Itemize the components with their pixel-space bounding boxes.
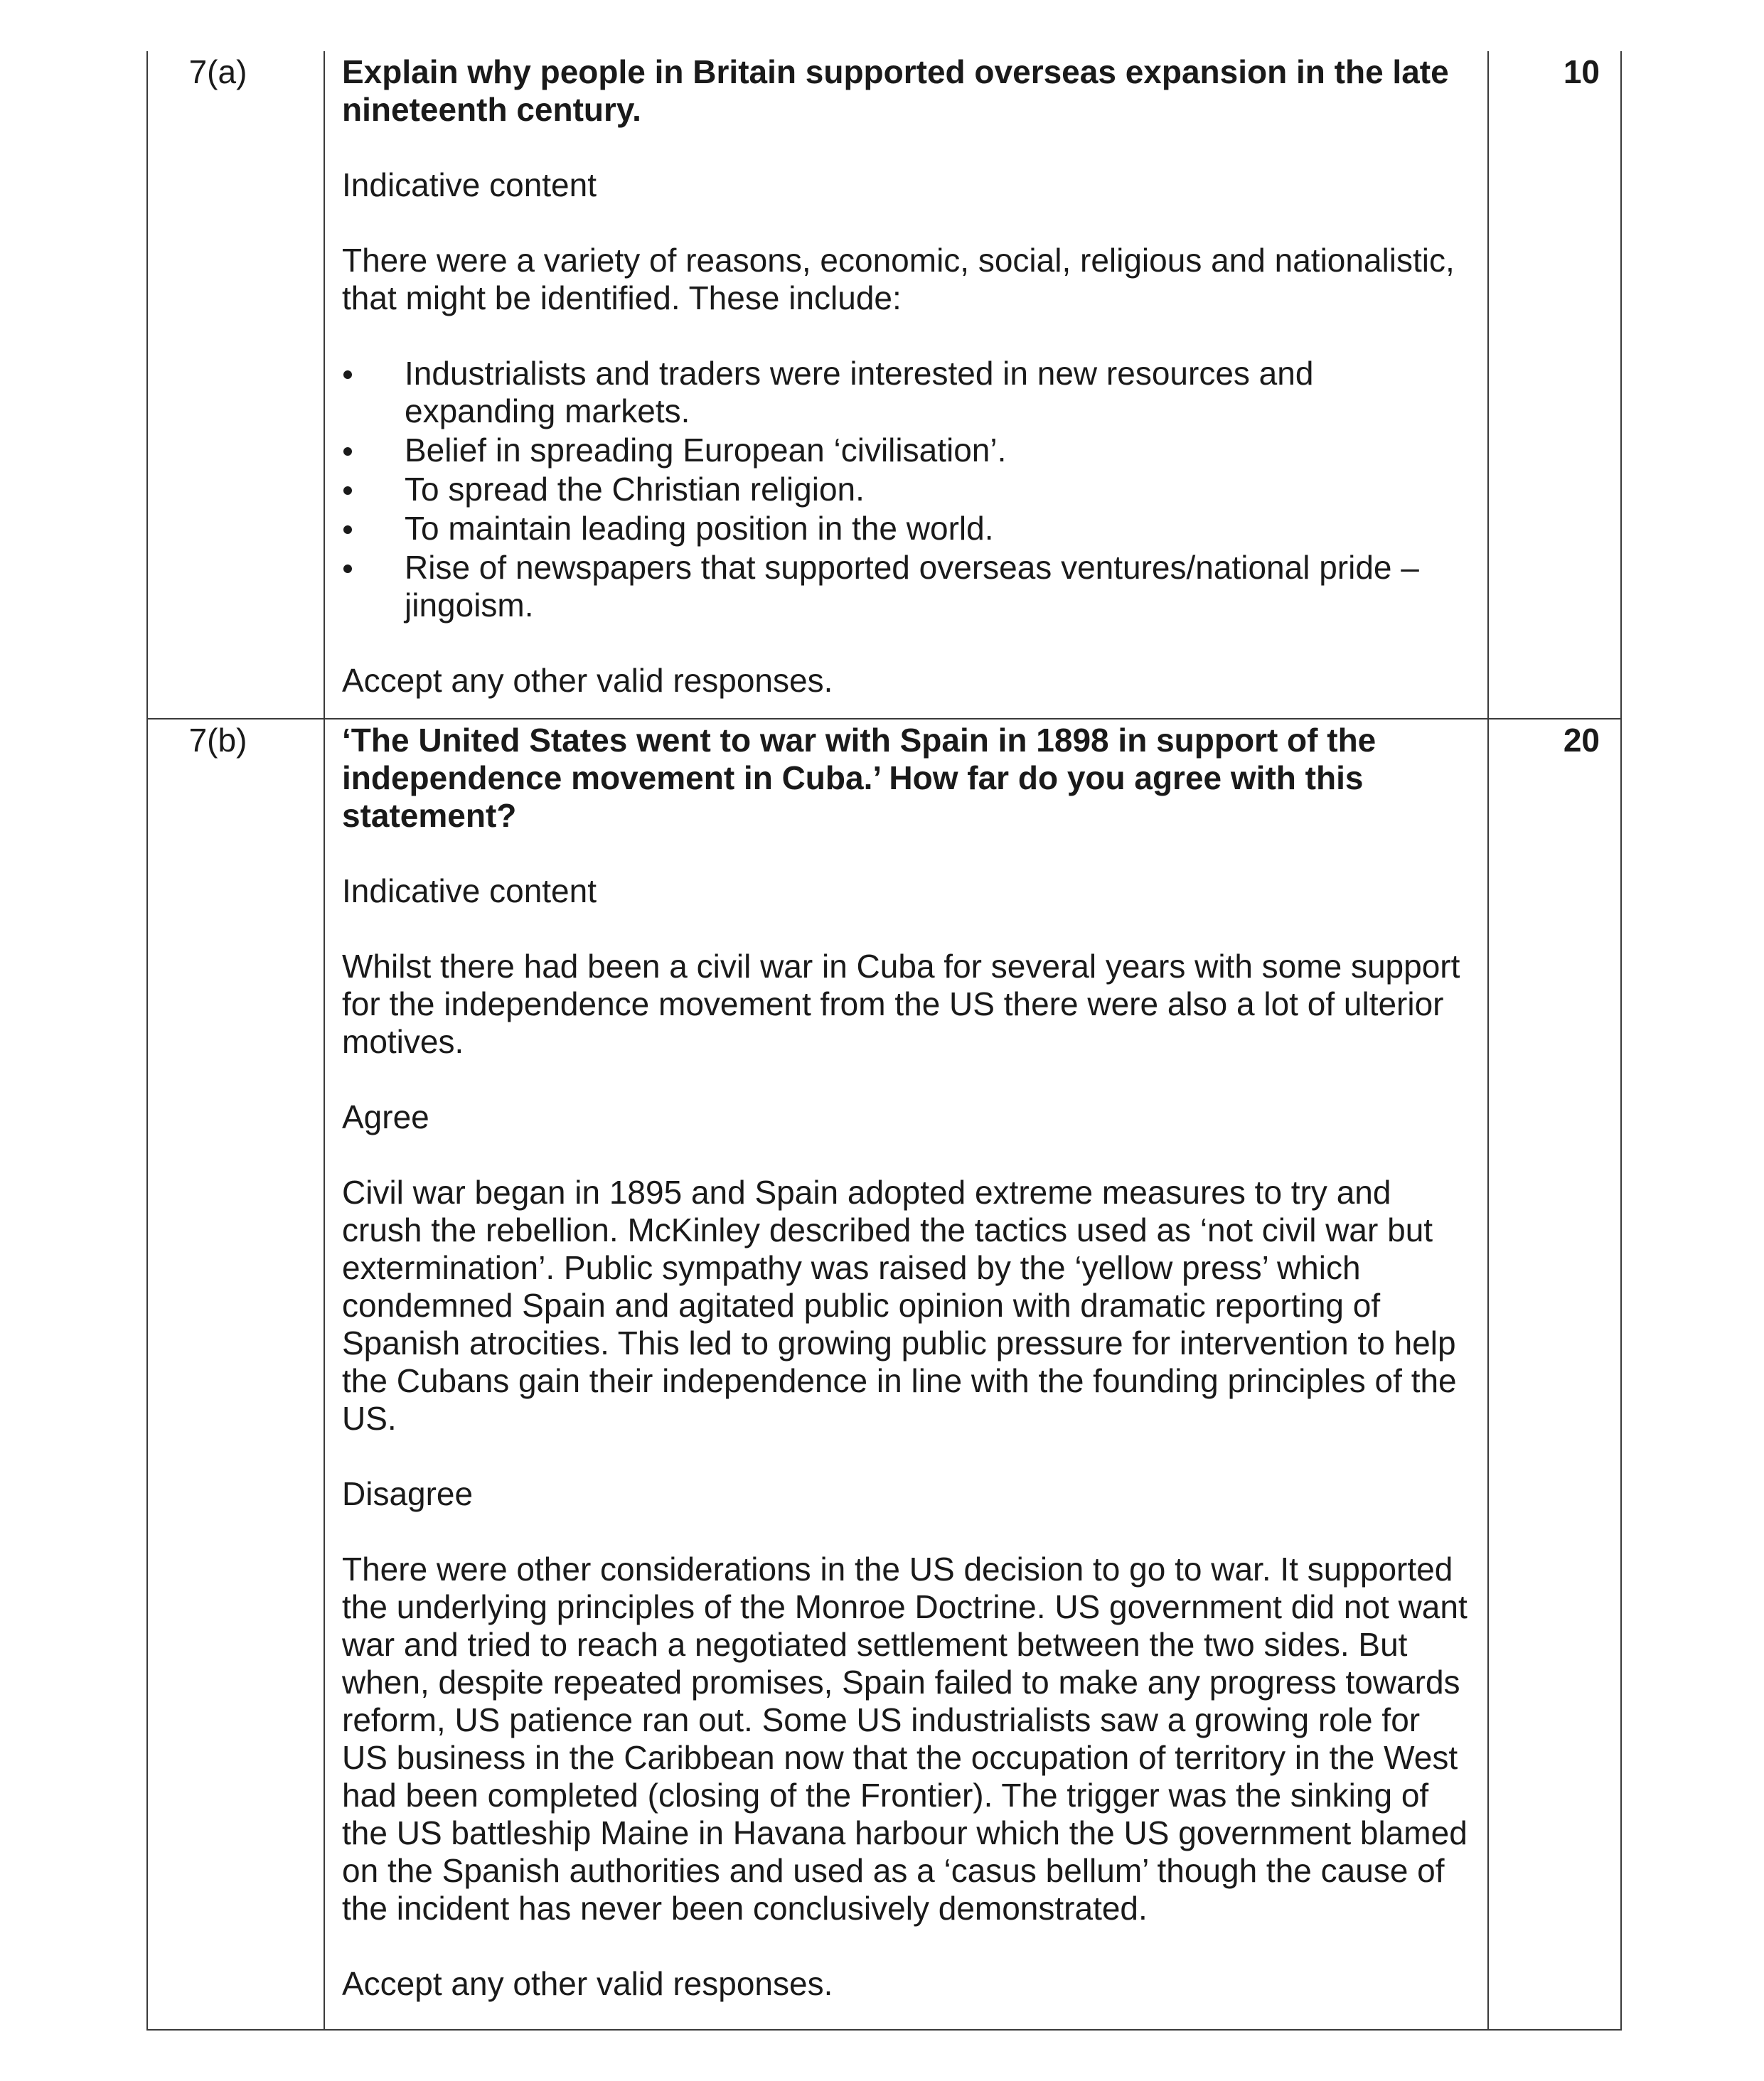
intro-paragraph: Whilst there had been a civil war in Cuba for several years with some support for the independence movement from the US there were also a lot of ulterior motives. (342, 948, 1460, 1060)
bullet-list (342, 355, 1473, 624)
question-text: ‘The United States went to war with Spain in 1898 in support of the independence movement in Cuba.’ How far do you agree with this statement? (342, 722, 1377, 834)
list-item-text: To spread the Christian religion. (405, 471, 865, 508)
question-text: Explain why people in Britain supported overseas expansion in the late nineteenth century. (342, 53, 1449, 128)
list-item (342, 432, 1473, 469)
bullet-icon (343, 525, 352, 534)
list-item-text: To maintain leading position in the world. (405, 510, 994, 547)
list-item (342, 549, 1473, 624)
table-row-7a (147, 51, 1621, 719)
bullet-icon (343, 447, 352, 456)
list-item-text: Belief in spreading European ‘civilisation’. (405, 432, 1007, 469)
question-number-cell (147, 51, 324, 719)
disagree-paragraph: There were other considerations in the US decision to go to war. It supported the underlying principles of the Monroe Doctrine. US government did not want war and tried to reach a negotiated settlement between the two sides. But when, despite repeated promises, Spain failed to make any progress towards reform, US patience ran out. Some US industrialists saw a growing role for US business in the Caribbean now that the occupation of territory in the West had been completed (closing of the Frontier). The trigger was the sinking of the US battleship Maine in Havana harbour which the US government blamed on the Spanish authorities and used as a ‘casus bellum’ though the cause of the incident has never been conclusively demonstrated. (342, 1551, 1468, 1927)
question-number: 7(a) (188, 53, 247, 90)
bullet-icon (343, 565, 352, 573)
closing-note: Accept any other valid responses. (342, 1965, 833, 2002)
answer-cell (324, 719, 1488, 2030)
marks-value: 10 (1563, 53, 1600, 90)
bullet-icon (343, 370, 352, 379)
table-row-7b (147, 719, 1621, 2030)
agree-heading: Agree (342, 1098, 429, 1135)
agree-paragraph: Civil war began in 1895 and Spain adopted extreme measures to try and crush the rebellion. McKinley described the tactics used as ‘not civil war but extermination’. Public sympathy was raised by the ‘yellow press’ which condemned Spain and agitated public opinion with dramatic reporting of Spanish atrocities. This led to growing public pressure for intervention to help the Cubans gain their independence in line with the founding principles of the US. (342, 1174, 1457, 1437)
marks-value: 20 (1563, 722, 1600, 759)
list-item-text: Rise of newspapers that supported overseas ventures/national pride – jingoism. (405, 549, 1419, 624)
list-item (342, 510, 1473, 547)
mark-scheme-table (146, 51, 1622, 2031)
disagree-heading: Disagree (342, 1475, 474, 1512)
list-item-text: Industrialists and traders were interested in new resources and expanding markets. (405, 355, 1314, 429)
question-number: 7(b) (188, 722, 247, 759)
marks-cell (1488, 51, 1621, 719)
intro-paragraph: There were a variety of reasons, economic, social, religious and nationalistic, that might be identified. These include: (342, 242, 1455, 316)
question-number-cell (147, 719, 324, 2030)
answer-cell (324, 51, 1488, 719)
indicative-content-heading: Indicative content (342, 872, 597, 909)
marks-cell (1488, 719, 1621, 2030)
bullet-icon (343, 486, 352, 495)
list-item (342, 355, 1473, 430)
list-item (342, 471, 1473, 508)
closing-note: Accept any other valid responses. (342, 662, 833, 699)
indicative-content-heading: Indicative content (342, 166, 597, 203)
